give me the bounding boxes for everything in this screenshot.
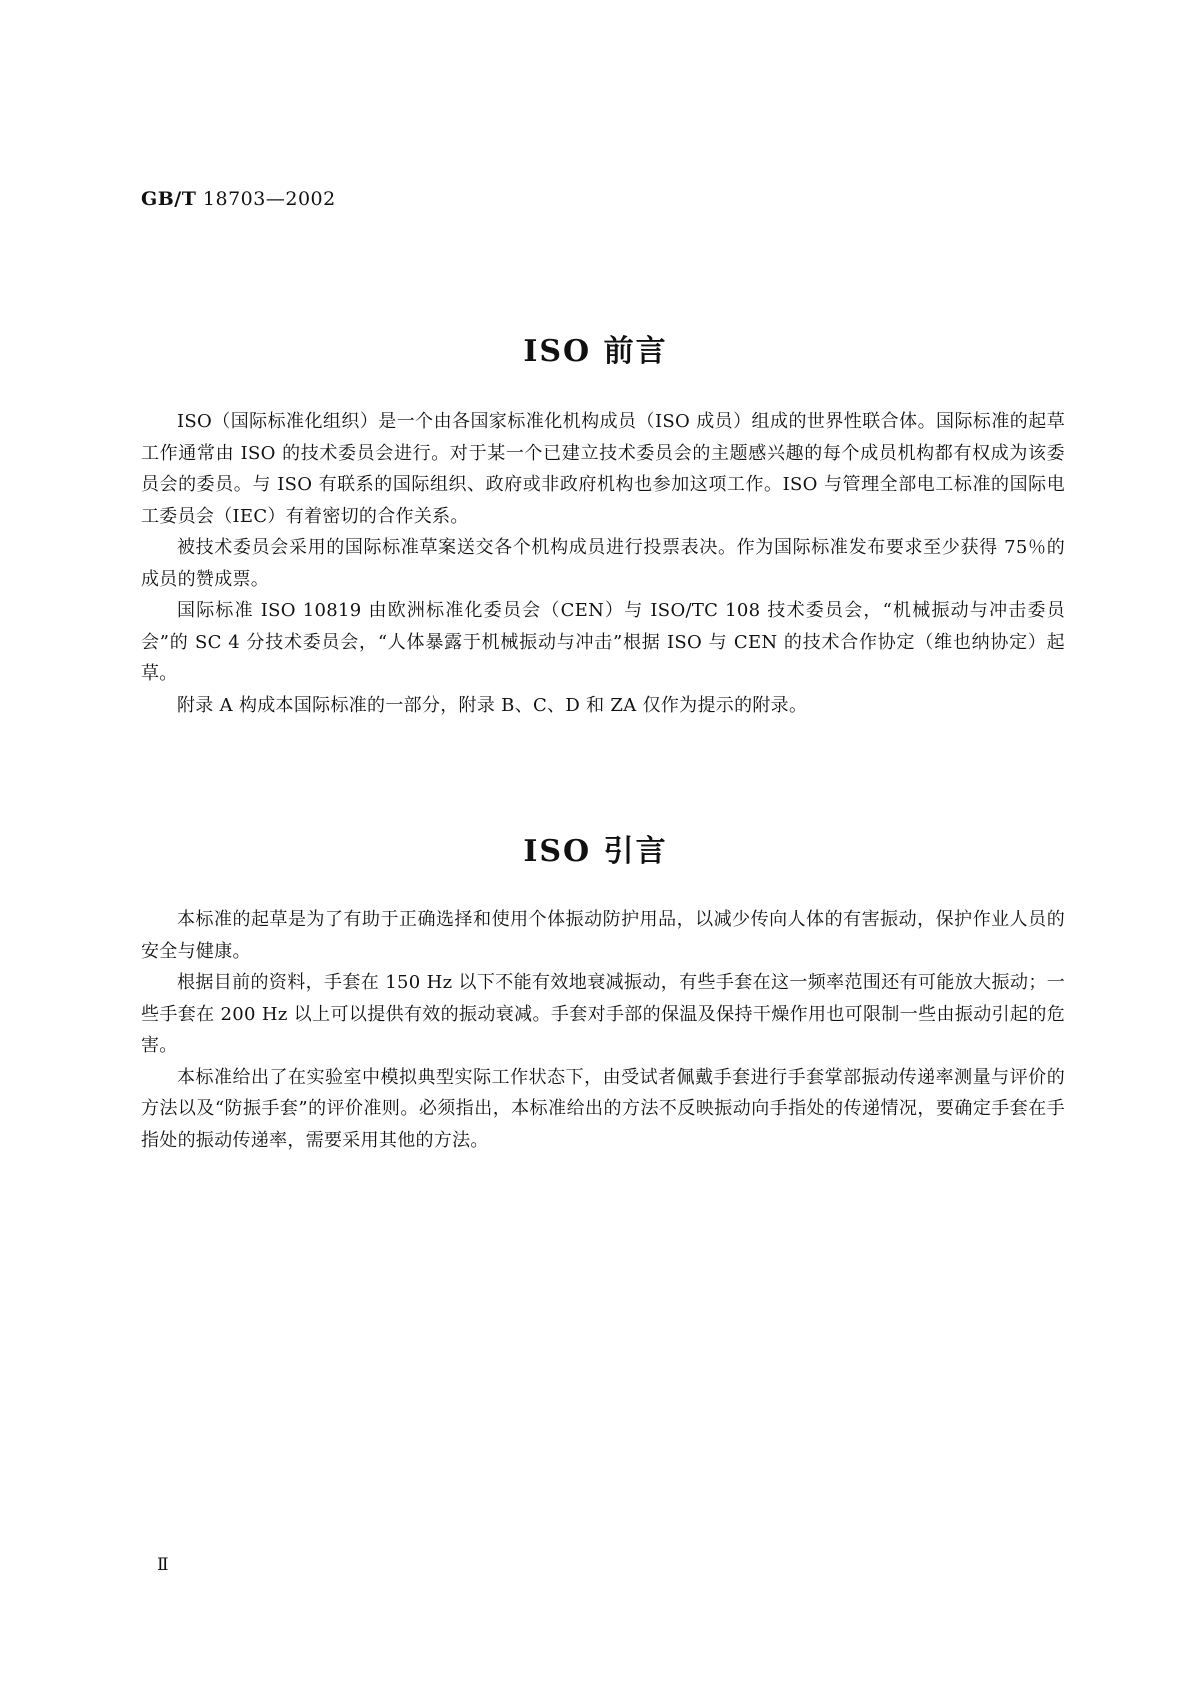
foreword-body (141, 406, 1065, 721)
foreword-paragraph: 附录 A 构成本国际标准的一部分，附录 B、C、D 和 ZA 仅作为提示的附录。 (177, 694, 808, 716)
introduction-paragraph: 本标准给出了在实验室中模拟典型实际工作状态下，由受试者佩戴手套进行手套掌部振动传递率测量与评价的方法以及“防振手套”的评价准则。必须指出，本标准给出的方法不反映振动向手指处的传递情况，要确定手套在手指处的振动传递率，需要采用其他的方法。 (141, 1066, 1065, 1151)
introduction-title: ISO 引言 (523, 834, 668, 869)
standard-code-number: 18703—2002 (202, 188, 336, 210)
foreword-paragraph: 被技术委员会采用的国际标准草案送交各个机构成员进行投票表决。作为国际标准发布要求至少获得 75％的成员的赞成票。 (141, 537, 1065, 590)
introduction-paragraph: 根据目前的资料，手套在 150 Hz 以下不能有效地衰减振动，有些手套在这一频率范围还有可能放大振动；一些手套在 200 Hz 以上可以提供有效的振动衰减。手套对手部的保温及保持干燥作用也可限制一些由振动引起的危害。 (141, 972, 1065, 1056)
introduction-paragraph: 本标准的起草是为了有助于正确选择和使用个体振动防护用品，以减少传向人体的有害振动，保护作业人员的安全与健康。 (141, 909, 1065, 962)
foreword-paragraph: ISO（国际标准化组织）是一个由各国家标准化机构成员（ISO 成员）组成的世界性联合体。国际标准的起草工作通常由 ISO 的技术委员会进行。对于某一个已建立技术委员会的主题感兴趣的每个成员机构都有权成为该委员会的委员。与 ISO 有联系的国际组织、政府或非政府机构也参加这项工作。ISO 与管理全部电工标准的国际电工委员会（IEC）有着密切的合作关系。 (141, 411, 1065, 527)
foreword-paragraph: 国际标准 ISO 10819 由欧洲标准化委员会（CEN）与 ISO/TC 108 技术委员会，“机械振动与冲击委员会”的 SC 4 分技术委员会，“人体暴露于机械振动与冲击”根据 ISO 与 CEN 的技术合作协定（维也纳协定）起草。 (141, 600, 1065, 684)
page-number: Ⅱ (157, 1555, 169, 1575)
introduction-body (141, 904, 1065, 1156)
standard-code-prefix: GB/T (141, 188, 197, 210)
standard-code-header (141, 188, 336, 210)
foreword-title: ISO 前言 (523, 334, 668, 369)
